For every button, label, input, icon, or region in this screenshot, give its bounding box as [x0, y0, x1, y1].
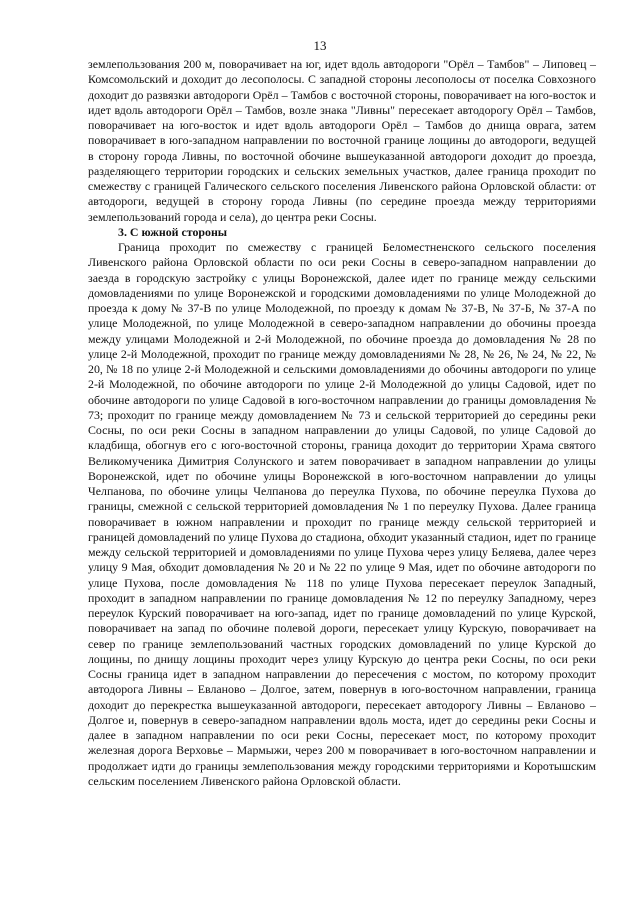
body-text	[88, 57, 596, 789]
paragraph-boundary-east-continued: землепользования 200 м, поворачивает на юг, идет вдоль автодороги "Орёл – Тамбов" – Липовец – Комсомольский и доходит до лесополосы. С западной стороны лесополосы от поселка Совхозного доходит до развязки автодороги Орёл – Тамбов с восточной стороны, поворачивает на юго-восток и идет вдоль автодороги Орёл – Тамбов, возле знака "Ливны" пересекает автодорогу Орёл – Тамбов, поворачивает на юго-восток и идет вдоль автодороги Орёл – Тамбов до днища оврага, затем поворачивает в юго-западном направлении по восточной границе лощины до автодороги, ведущей в сторону города Ливны, по восточной обочине вышеуказанной автодороги доходит до проезда, разделяющего территории городских и сельских земельных участков, далее граница проходит по смежеству с границей Галического сельского поселения Ливенского района Орловской области: от автодороги, ведущей в сторону города Ливны (по середине проезда между территориями землепользований города и села), до центра реки Сосны.	[88, 57, 596, 224]
page-number: 13	[313, 38, 327, 53]
section-heading-south: 3. С южной стороны	[118, 224, 228, 239]
paragraph-boundary-south: Граница проходит по смежеству с границей Беломестненского сельского поселения Ливенского района Орловской области по оси реки Сосны в северо-западном направлении до заезда в городскую застройку с улицы Воронежской, далее идет по границе между сельскими домовладениями по улице Воронежской и городскими домовладениями по улице Молодежной до проезда к дому № 37-В по улице Молодежной, по проезду к домам № 37-В, № 37-Б, № 37-А по улице Молодежной, по улице Молодежной в северо-западном направлении до обочины проезда между улицами Молодежной и 2-й Молодежной, по обочине проезда до домовладения № 28 по улице 2-й Молодежной, проходит по границе между домовладениями № 28, № 26, № 24, № 22, № 20, № 18 по улице 2-й Молодежной и сельскими домовладениями до обочины автодороги по улице 2-й Молодежной, по обочине автодороги по улице 2-й Молодежной до улицы Садовой, идет по обочине автодороги по улице Садовой в юго-восточном направлении до границы домовладения № 73; проходит по границе между домовладением № 73 и сельской территорией до середины реки Сосны, по оси реки Сосны в западном направлении до улицы Садовой, по улице Садовой до кладбища, обогнув его с юго-восточной стороны, граница доходит до территории Храма святого Великомученика Димитрия Солунского и затем поворачивает в западном направлении до улицы Воронежской, идет по обочине улицы Воронежской в юго-восточном направлении до улицы Челпанова, по обочине улицы Челпанова до переулка Пухова, по обочине переулка Пухова до границы, смежной с сельской территорией домовладения № 1 по переулку Пухова. Далее граница поворачивает в южном направлении и проходит по границе между сельской территорией и границей домовладений по улице Пухова до стадиона, обходит указанный стадион, идет по границе между сельской территорией и домовладениями по улице Пухова через улицу Беляева, далее через улицу 9 Мая, обходит домовладения № 20 и № 22 по улице 9 Мая, идет по обочине автодороги по улице Пухова, после домовладения № 118 по улице Пухова пересекает переулок Западный, проходит в западном направлении по границе домовладения № 12 по переулку Западному, через переулок Курский поворачивает на юго-запад, идет по границе домовладений по улице Курской, поворачивает на запад по обочине полевой дороги, пересекает улицу Курскую, поворачивает на север по границе землепользований частных городских домовладений по улице Курской до лощины, по днищу лощины проходит через улицу Курскую до центра реки Сосны, по оси реки Сосны граница идет в западном направлении до пересечения с мостом, по которому проходит автодорога Ливны – Евланово – Долгое, затем, повернув в юго-восточном направлении, граница доходит до перекрестка вышеуказанной автодороги, пересекает автодорогу Ливны – Евланово – Долгое и, повернув в северо-западном направлении вдоль моста, идет до середины реки Сосны и далее в западном направлении по оси реки Сосны, пересекает мост, по которому проходит железная дорога Верховье – Мармыжи, через 200 м поворачивает в юго-восточном направлении и продолжает идти до границы землепользования между городскими территориями и Коротышским сельским поселением Ливенского района Орловской области.	[88, 240, 596, 788]
